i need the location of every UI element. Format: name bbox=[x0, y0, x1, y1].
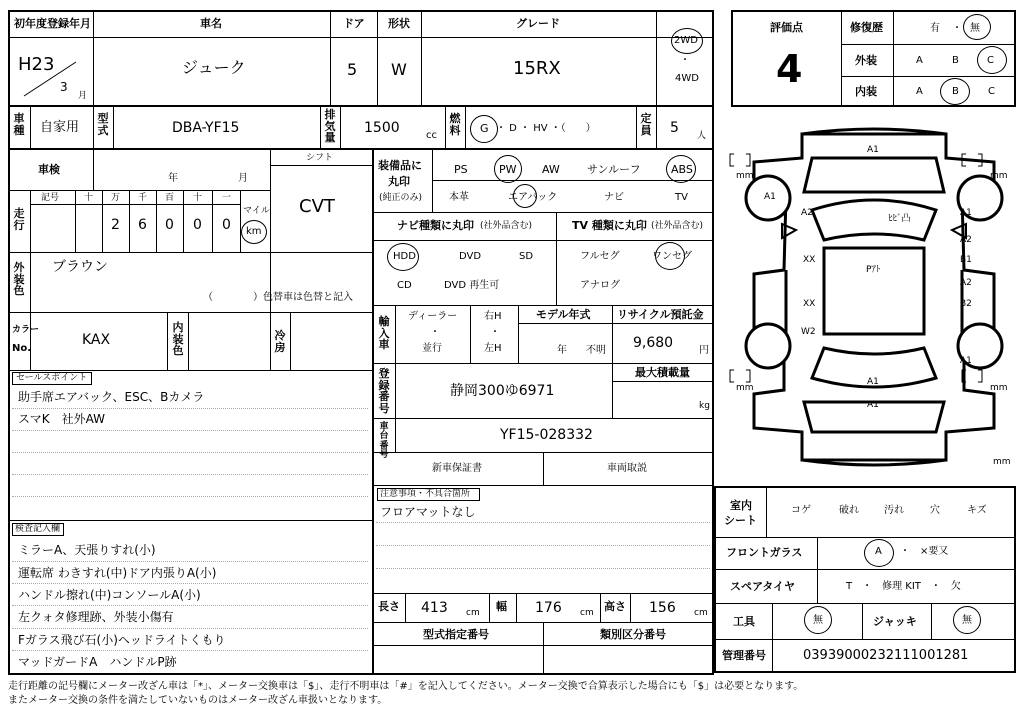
diag-mm-1: mm bbox=[736, 171, 754, 181]
equip-label-1: 装備品に bbox=[378, 159, 422, 172]
tv-oneseg-circle bbox=[655, 242, 685, 270]
diag-label-w2: W2 bbox=[801, 327, 816, 337]
equip-navi: ナビ bbox=[604, 192, 624, 203]
navi-cd: CD bbox=[397, 280, 412, 291]
color-note: （ ）色替車は色替と記入 bbox=[203, 292, 353, 303]
tools-label: 工具 bbox=[733, 615, 755, 628]
inspector-line-4: 左クォタ修理跡、外装小傷有 bbox=[18, 610, 174, 624]
int-grade-b: B bbox=[952, 86, 959, 97]
equip-sunroof: サンルーフ bbox=[587, 163, 641, 176]
exterior-label: 外装 bbox=[855, 54, 877, 67]
inspector-label: 検査記入欄 bbox=[15, 524, 61, 534]
doors-label: ドア bbox=[343, 17, 365, 30]
diag-label-a2-r2: A2 bbox=[960, 278, 972, 288]
color-code: KAX bbox=[82, 332, 111, 348]
sheet-hole: 穴 bbox=[930, 505, 940, 516]
interior-label: 内装 bbox=[855, 85, 877, 98]
equip-airbag: エアバック bbox=[508, 192, 558, 203]
diag-label-hood: ﾋﾋﾞ凸 bbox=[888, 214, 911, 224]
front-glass-a-circle bbox=[864, 539, 894, 567]
cap-value: 5 bbox=[670, 120, 679, 136]
diag-label-a1-bottom: A1 bbox=[867, 400, 879, 410]
equip-leather: 本革 bbox=[449, 192, 469, 203]
diag-label-xx-1: XX bbox=[803, 255, 816, 265]
max-load-kg: kg bbox=[699, 401, 710, 411]
tv-fullseg: フルセグ bbox=[580, 251, 620, 262]
use-label: 車種 bbox=[13, 112, 25, 137]
equip-aw: AW bbox=[542, 163, 560, 176]
digit-1: 2 bbox=[111, 217, 120, 233]
chassis-label: 車台番号 bbox=[379, 422, 389, 461]
fuel-g-circle bbox=[470, 115, 498, 143]
drive-dot: ・ bbox=[680, 55, 690, 66]
chassis-value: YF15-028332 bbox=[500, 427, 593, 443]
equip-abs: ABS bbox=[671, 163, 693, 176]
repair-no-circle bbox=[963, 14, 991, 40]
width-cm: cm bbox=[580, 608, 594, 618]
navi-title-note: (社外品含む) bbox=[480, 221, 533, 231]
digit-header-0: 十 bbox=[84, 193, 94, 203]
width-value: 176 bbox=[535, 600, 562, 616]
ext-grade-c-circle bbox=[977, 46, 1007, 74]
class-no-label: 類別区分番号 bbox=[600, 628, 666, 641]
max-load-label: 最大積載量 bbox=[635, 366, 690, 379]
equip-ps: PS bbox=[454, 163, 468, 176]
sheet-tear: 破れ bbox=[839, 505, 859, 516]
diag-label-roof: Pｱﾄ bbox=[866, 265, 881, 275]
tv-analog: アナログ bbox=[580, 280, 620, 291]
month-unit: 月 bbox=[78, 91, 88, 101]
diag-mm-2: mm bbox=[990, 171, 1008, 181]
inspector-line-2: 運転席 わきすれ(中)ドア内張りA(小) bbox=[18, 566, 217, 580]
footer-line-1: 走行距離の記号欄にメーター改ざん車は「*」、メーター交換車は「$」、走行不明車は「#」を記入してください。メーター交換で合算表示した場合にも「$」は必要となります。 bbox=[8, 681, 804, 692]
inspector-line-5: Fガラス飛び石(小)ヘッドライトくもり bbox=[18, 633, 226, 647]
first-reg-label: 初年度登録年月 bbox=[14, 17, 91, 30]
tv-oneseg: ワンセグ bbox=[652, 251, 692, 262]
digit-header-3: 百 bbox=[165, 193, 175, 203]
tv-title: TV 種類に丸印 bbox=[572, 219, 647, 232]
equip-label-2: 丸印 bbox=[388, 175, 410, 188]
navi-hdd: HDD bbox=[393, 251, 416, 262]
import-dot: ・ bbox=[430, 327, 440, 338]
use-value: 自家用 bbox=[40, 120, 80, 135]
model-value: DBA-YF15 bbox=[172, 120, 240, 136]
diag-label-a1-fr: A1 bbox=[960, 208, 972, 218]
digit-header-1: 万 bbox=[111, 193, 121, 203]
shaken-label: 車検 bbox=[38, 163, 60, 176]
cap-unit: 人 bbox=[697, 131, 707, 141]
kigo-label: 記号 bbox=[41, 193, 60, 203]
type-no-label: 型式指定番号 bbox=[423, 628, 489, 641]
shaken-year: 年 bbox=[168, 173, 178, 184]
height-label: 高さ bbox=[604, 600, 626, 613]
tv-title-note: (社外品含む) bbox=[651, 221, 704, 231]
disp-value: 1500 bbox=[364, 120, 400, 136]
digit-3: 0 bbox=[165, 217, 174, 233]
repair-no: 無 bbox=[970, 23, 980, 34]
grade-value: 15RX bbox=[513, 58, 561, 79]
tools-value: 無 bbox=[813, 615, 823, 626]
sheet-scratch: キズ bbox=[967, 505, 987, 516]
jack-value: 無 bbox=[962, 615, 972, 626]
diag-label-a1-top: A1 bbox=[867, 145, 879, 155]
equip-label-3: (純正のみ) bbox=[379, 193, 423, 203]
cc-unit: cc bbox=[426, 130, 437, 141]
score-label: 評価点 bbox=[770, 21, 803, 34]
sheet-burn: コゲ bbox=[791, 505, 811, 516]
grade-label: グレード bbox=[516, 17, 560, 30]
int-grade-c: C bbox=[988, 86, 995, 97]
front-glass-rest: ・ ×要又 bbox=[900, 546, 949, 557]
mile-label: マイル bbox=[243, 206, 270, 216]
navi-dvd: DVD bbox=[459, 251, 482, 262]
navi-title: ナビ種類に丸印 bbox=[397, 219, 474, 232]
recycle-value: 9,680 bbox=[633, 335, 674, 351]
import-label: 輸入車 bbox=[378, 315, 390, 352]
diag-label-b2: B2 bbox=[960, 299, 972, 309]
diag-label-a1-rr: A1 bbox=[960, 356, 972, 366]
shape-label: 形状 bbox=[388, 17, 410, 30]
sales-label: セールスポイント bbox=[16, 373, 88, 383]
cap-label: 定員 bbox=[640, 112, 652, 137]
diag-mm-3: mm bbox=[736, 383, 754, 393]
length-value: 413 bbox=[421, 600, 448, 616]
ac-label: 冷房 bbox=[274, 329, 286, 354]
drive-2wd: 2WD bbox=[674, 35, 698, 46]
model-year-unknown: 不明 bbox=[586, 345, 606, 356]
equip-pw-circle bbox=[494, 155, 522, 183]
digit-5: 0 bbox=[222, 217, 231, 233]
diag-label-a2-fl: A2 bbox=[801, 208, 813, 218]
digit-header-4: 十 bbox=[193, 193, 203, 203]
navi-dvd-play: DVD 再生可 bbox=[444, 280, 500, 291]
interior-color-label: 内装色 bbox=[172, 321, 184, 358]
navi-hdd-circle bbox=[387, 243, 419, 271]
equip-pw: PW bbox=[499, 163, 517, 176]
diag-label-xx-2: XX bbox=[803, 299, 816, 309]
jack-label: ジャッキ bbox=[873, 615, 917, 628]
fuel-label: 燃料 bbox=[449, 112, 461, 137]
reg-value: 静岡300ゆ6971 bbox=[450, 383, 555, 399]
height-value: 156 bbox=[649, 600, 676, 616]
width-label: 幅 bbox=[496, 600, 507, 613]
length-label: 長さ bbox=[378, 600, 400, 613]
fuel-rest: ・ D ・ HV ・（ ） bbox=[496, 123, 596, 134]
diag-mm-4: mm bbox=[990, 383, 1008, 393]
repair-label: 修復歴 bbox=[850, 21, 883, 34]
sales-line-1: 助手席エアバック、ESC、Bカメラ bbox=[18, 390, 205, 404]
import-right-h: 右H bbox=[484, 311, 502, 322]
doors-value: 5 bbox=[347, 60, 358, 79]
equip-tv: TV bbox=[675, 192, 688, 203]
digit-2: 6 bbox=[138, 217, 147, 233]
fuel-g: G bbox=[480, 122, 489, 135]
first-reg-era: H23 bbox=[18, 54, 55, 75]
diag-label-a1-trunk: A1 bbox=[867, 377, 879, 387]
length-cm: cm bbox=[466, 608, 480, 618]
shaken-month: 月 bbox=[238, 173, 248, 184]
shift-label: シフト bbox=[306, 153, 334, 163]
first-reg-month: 3 bbox=[60, 80, 68, 94]
height-cm: cm bbox=[694, 608, 708, 618]
new-warranty: 新車保証書 bbox=[432, 463, 482, 474]
car-diagram bbox=[724, 120, 1024, 480]
ext-grade-c: C bbox=[987, 55, 994, 66]
mgmt-value: 0393900023211100128​1 bbox=[803, 648, 969, 663]
sheet-dirt: 汚れ bbox=[884, 505, 904, 516]
recycle-label: リサイクル預託金 bbox=[617, 308, 704, 321]
ext-grade-b: B bbox=[952, 55, 959, 66]
repair-dot: ・ bbox=[952, 23, 962, 34]
score-value: 4 bbox=[776, 47, 803, 91]
import-left-h: 左H bbox=[484, 343, 502, 354]
sheet-label-2: シート bbox=[724, 514, 757, 527]
vehicle-manual: 車両取説 bbox=[607, 463, 647, 474]
int-grade-b-circle bbox=[940, 78, 970, 105]
caution-text: フロアマットなし bbox=[380, 505, 476, 519]
mileage-label: 走行 bbox=[13, 207, 25, 232]
footer-line-2: またメーター交換の条件を満たしていないものはメーター改ざん車扱いとなります。 bbox=[8, 695, 388, 706]
front-glass-a: A bbox=[875, 546, 882, 557]
color-label: 外装色 bbox=[13, 261, 25, 298]
drive-4wd: 4WD bbox=[675, 73, 699, 84]
digit-header-2: 千 bbox=[138, 193, 148, 203]
spare-label: スペアタイヤ bbox=[730, 580, 796, 593]
sheet-label-1: 室内 bbox=[730, 499, 752, 512]
km-circle bbox=[241, 220, 267, 244]
tools-circle bbox=[804, 606, 832, 634]
import-dealer: ディーラー bbox=[408, 311, 458, 322]
inspector-line-1: ミラーA、天張りすれ(小) bbox=[18, 543, 156, 557]
first-reg-slash bbox=[18, 54, 80, 100]
drive-2wd-circle bbox=[671, 28, 703, 54]
caution-label: 注意事項・不具合箇所 bbox=[380, 489, 471, 499]
recycle-yen: 円 bbox=[699, 345, 709, 356]
digit-header-5: 一 bbox=[222, 193, 232, 203]
model-year-unit: 年 bbox=[557, 345, 567, 356]
inspector-line-6: マッドガードA ハンドルP跡 bbox=[18, 655, 177, 669]
shift-value: CVT bbox=[299, 196, 335, 217]
km-label: km bbox=[246, 226, 262, 237]
sales-line-2: スマK 社外AW bbox=[18, 412, 106, 426]
navi-sd: SD bbox=[519, 251, 534, 262]
jack-circle bbox=[953, 606, 981, 634]
reg-label: 登録番号 bbox=[378, 367, 390, 415]
import-dot-2: ・ bbox=[490, 327, 500, 338]
model-label: 型式 bbox=[97, 112, 109, 137]
color-value: ブラウン bbox=[52, 259, 108, 275]
digit-4: 0 bbox=[193, 217, 202, 233]
shape-value: W bbox=[391, 60, 407, 79]
disp-label: 排気量 bbox=[324, 108, 336, 145]
equip-abs-circle bbox=[666, 155, 696, 183]
car-name: ジューク bbox=[182, 58, 246, 77]
diag-mm-5: mm bbox=[993, 457, 1011, 467]
code-label-2: No. bbox=[12, 343, 32, 354]
code-label-1: カラー bbox=[12, 325, 40, 335]
repair-yes: 有 bbox=[930, 23, 940, 34]
inspector-line-3: ハンドル擦れ(中)コンソールA(小) bbox=[18, 588, 201, 602]
equip-airbag-circle bbox=[513, 184, 537, 208]
front-glass-label: フロントガラス bbox=[726, 546, 803, 559]
mgmt-label: 管理番号 bbox=[722, 649, 766, 662]
diag-label-a1-wheel: A1 bbox=[764, 192, 776, 202]
model-year-label: モデル年式 bbox=[536, 308, 591, 321]
diag-label-b1: B1 bbox=[960, 255, 972, 265]
spare-options: T ・ 修理 KIT ・ 欠 bbox=[846, 581, 961, 592]
ext-grade-a: A bbox=[916, 55, 923, 66]
int-grade-a: A bbox=[916, 86, 923, 97]
diag-label-a2-r1: A2 bbox=[960, 235, 972, 245]
import-parallel: 並行 bbox=[422, 343, 442, 354]
car-name-label: 車名 bbox=[200, 17, 222, 30]
